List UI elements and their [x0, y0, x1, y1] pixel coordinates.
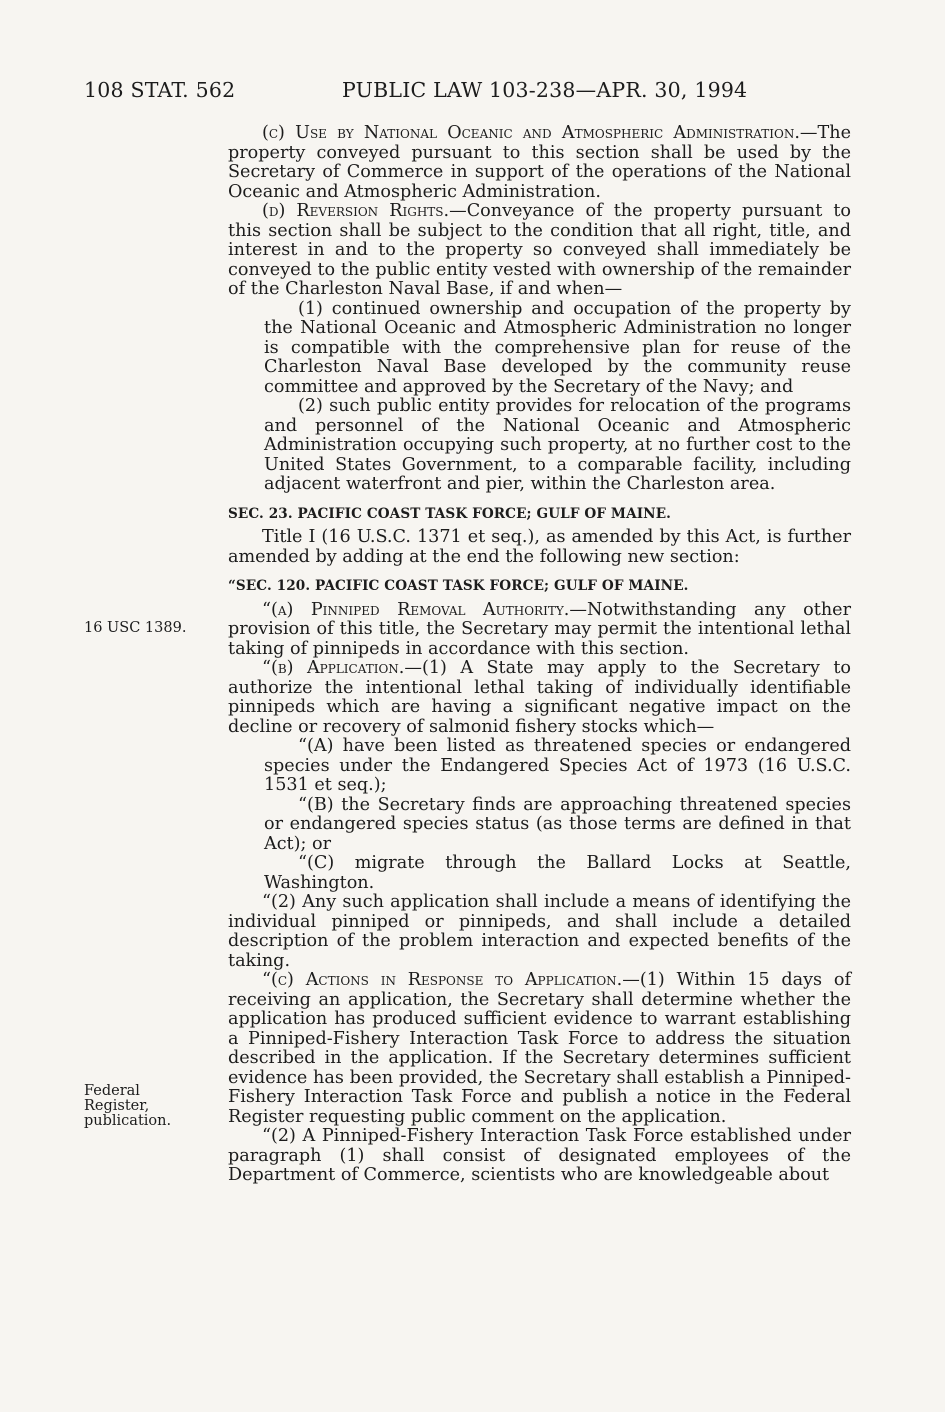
margin-note-line: publication.	[84, 1113, 172, 1129]
margin-note-federal-register	[84, 1084, 171, 1129]
paragraph-bA: “(A) have been listed as threatened species or endangered species under the Endangered Species Act of 1973 (16 U.S.C. 1531 et seq.);	[264, 736, 851, 795]
subsection-text: —The property conveyed pursuant to this section shall be used by the Secretary of Commerce in support of the operations of the National Oceanic and Atmospheric Administration.	[228, 123, 851, 202]
subsection-heading: (d) Reversion Rights.	[262, 201, 450, 221]
amendment-intro: Title I (16 U.S.C. 1371 et seq.), as amended by this Act, is further amended by adding at the end the following new section:	[228, 527, 851, 567]
margin-note-line: Federal	[84, 1083, 140, 1099]
margin-note-usc: 16 USC 1389.	[84, 620, 187, 636]
running-title: PUBLIC LAW 103-238—APR. 30, 1994	[342, 78, 748, 102]
paragraph-bC: “(C) migrate through the Ballard Locks at Seattle, Washington.	[264, 853, 851, 893]
paragraph-c2: “(2) A Pinniped-Fishery Interaction Task Force established under paragraph (1) shall consist of designated employees of the Department of Commerce, scientists who are knowledgeable about	[228, 1126, 851, 1185]
page-number: 108 STAT. 562	[84, 78, 236, 102]
subsection-heading: “(a) Pinniped Removal Authority.	[262, 599, 570, 620]
section-23-heading: SEC. 23. PACIFIC COAST TASK FORCE; GULF OF MAINE.	[228, 505, 672, 522]
subsection-a	[228, 601, 851, 660]
subsection-c	[228, 124, 851, 202]
paragraph-d1: (1) continued ownership and occupation of the property by the National Oceanic and Atmospheric Administration no longer is compatible with the comprehensive plan for reuse of the Charleston Naval Base developed by the community reuse committee and approved by the Secretary of the Navy; and	[264, 298, 851, 397]
margin-note-line: Register,	[84, 1098, 150, 1114]
subsection-c-actions	[228, 971, 851, 1127]
subsection-text: —(1) A State may apply to the Secretary to authorize the intentional lethal taking of individually identifiable pinnipeds which are having a significant negative impact on the decline or recovery of salmonid fishery stocks which—	[228, 658, 852, 737]
paragraph-bB: “(B) the Secretary finds are approaching threatened species or endangered species status (as those terms are defined in that Act); or	[264, 794, 851, 854]
paragraph-b2: “(2) Any such application shall include a means of identifying the individual pinniped or pinnipeds, and shall include a detailed description of the problem interaction and expected benefits of the taking.	[228, 892, 851, 971]
paragraph-d2: (2) such public entity provides for relocation of the programs and personnel of the National Oceanic and Atmospheric Administration occupying such property, at no further cost to the United States Government, to a comparable facility, including adjacent waterfront and pier, within the Charleston area.	[264, 396, 851, 494]
subsection-text: —(1) Within 15 days of receiving an application, the Secretary shall determine whether the application has produced sufficient evidence to warrant establishing a Pinniped-Fishery Interaction Task Force to address the situation described in the application. If the Secretary determines sufficient evidence has been provided, the Secretary shall establish a Pinniped-Fishery Interaction Task Force and publish a notice in the Federal Register requesting public comment on the application.	[228, 970, 851, 1127]
subsection-heading: (c) Use by National Oceanic and Atmospheric Administration.	[262, 123, 800, 143]
subsection-b	[228, 659, 851, 737]
subsection-heading: “(c) Actions in Response to Application.	[262, 970, 623, 990]
subsection-d	[228, 202, 851, 300]
subsection-heading: “(b) Application.	[262, 658, 405, 678]
subsection-text: —Conveyance of the property pursuant to this section shall be subject to the condition that all right, title, and interest in and to the property so conveyed shall immediately be conveyed to the public entity vested with ownership of the remainder of the Charleston Naval Base, if and when—	[228, 201, 851, 299]
section-120-heading: “SEC. 120. PACIFIC COAST TASK FORCE; GULF OF MAINE.	[228, 578, 689, 594]
statute-body	[228, 124, 851, 1186]
subsection-text: —Notwithstanding any other provision of this title, the Secretary may permit the intentional lethal taking of pinnipeds in accordance with this section.	[228, 599, 851, 659]
